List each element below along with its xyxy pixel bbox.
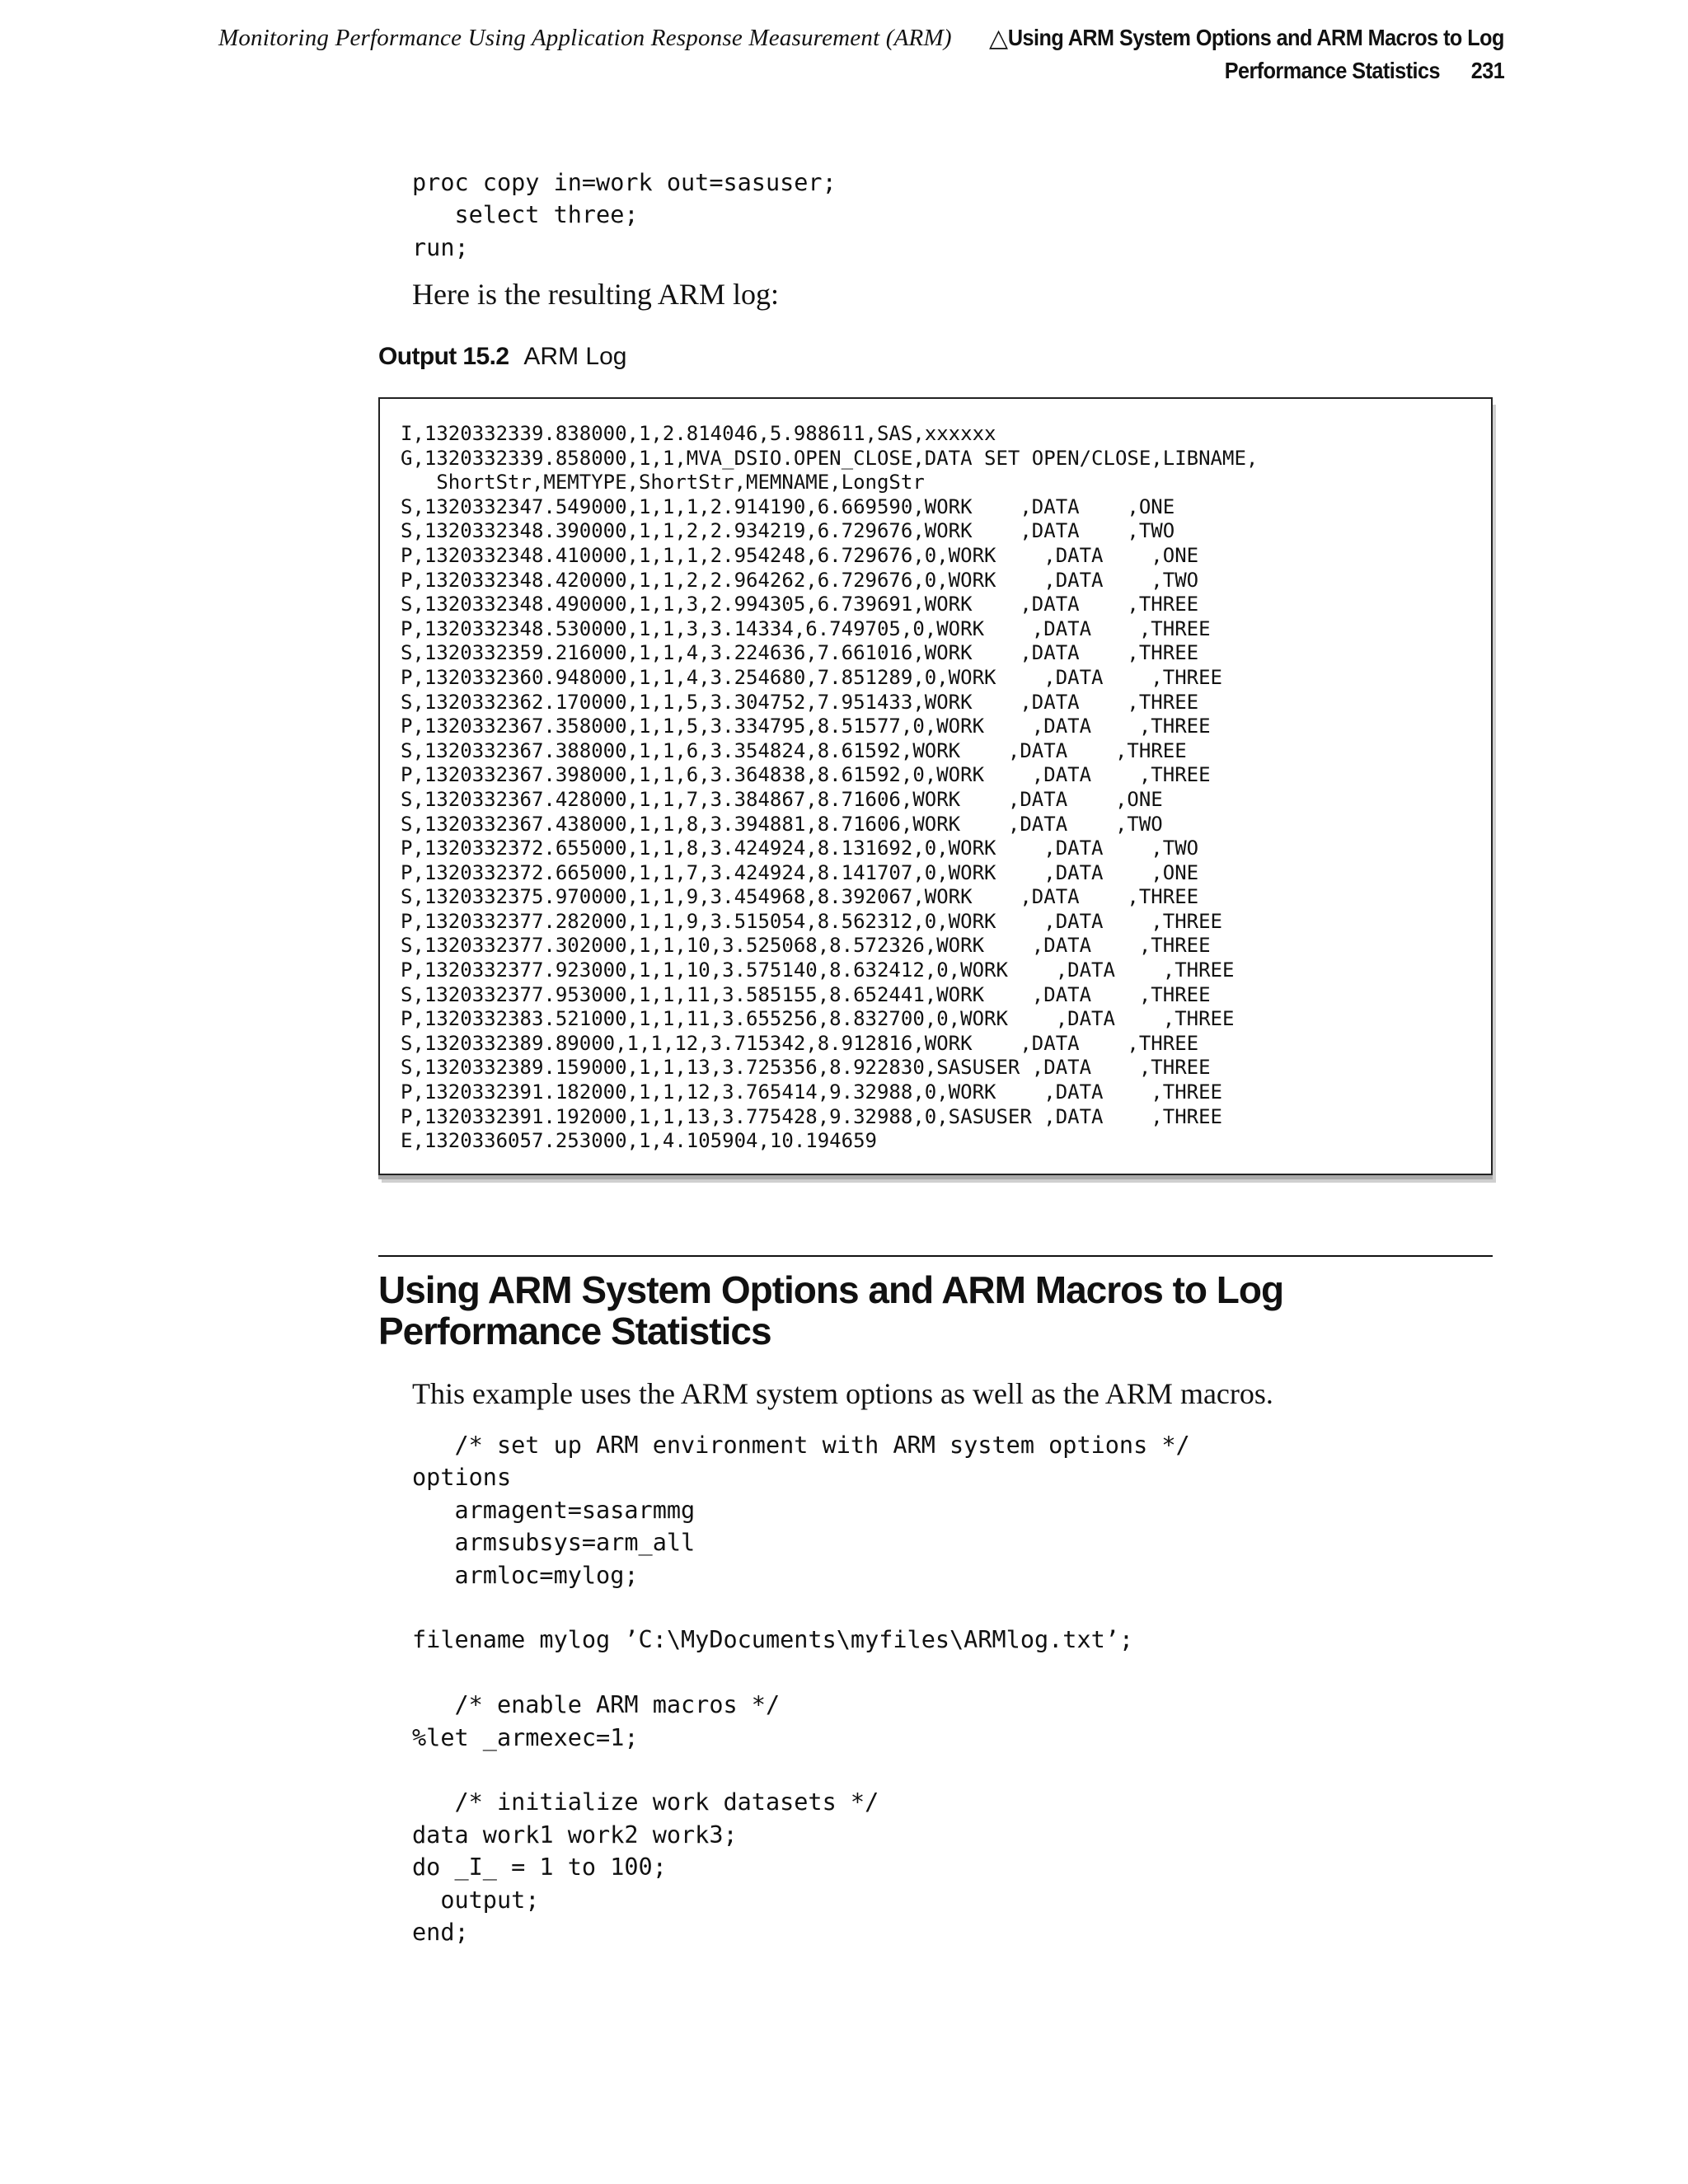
running-head (218, 25, 1504, 91)
intro-paragraph: Here is the resulting ARM log: (412, 278, 779, 311)
output-caption-label: Output 15.2 (378, 343, 509, 370)
page-number: 231 (1470, 58, 1504, 83)
output-caption (378, 343, 626, 371)
arm-log-text: I,1320332339.838000,1,2.814046,5.988611,SAS,xxxxxx G,1320332339.858000,1,1,MVA_DSIO.OPEN_CLOSE,DATA SET OPEN/CLOSE,LIBNAME, ShortStr,MEMTYPE,ShortStr,MEMNAME,LongStr S,1320332347.549000,1,1,1,2.914190,6.669590,WORK ,DATA ,ONE S,1320332348.390000,1,1,2,2.934219,6.729676,WORK ,DATA ,TWO P,1320332348.410000,1,1,1,2.954248,6.729676,0,WORK ,DATA ,ONE P,1320332348.420000,1,1,2,2.964262,6.729676,0,WORK ,DATA ,TWO S,1320332348.490000,1,1,3,2.994305,6.739691,WORK ,DATA ,THREE P,1320332348.530000,1,1,3,3.14334,6.749705,0,WORK ,DATA ,THREE S,1320332359.216000,1,1,4,3.224636,7.661016,WORK ,DATA ,THREE P,1320332360.948000,1,1,4,3.254680,7.851289,0,WORK ,DATA ,THREE S,1320332362.170000,1,1,5,3.304752,7.951433,WORK ,DATA ,THREE P,1320332367.358000,1,1,5,3.334795,8.51577,0,WORK ,DATA ,THREE S,1320332367.388000,1,1,6,3.354824,8.61592,WORK ,DATA ,THREE P,1320332367.398000,1,1,6,3.364838,8.61592,0,WORK ,DATA ,THREE S,1320332367.428000,1,1,7,3.384867,8.71606,WORK ,DATA ,ONE S,1320332367.438000,1,1,8,3.394881,8.71606,WORK ,DATA ,TWO P,1320332372.655000,1,1,8,3.424924,8.131692,0,WORK ,DATA ,TWO P,1320332372.665000,1,1,7,3.424924,8.141707,0,WORK ,DATA ,ONE S,1320332375.970000,1,1,9,3.454968,8.392067,WORK ,DATA ,THREE P,1320332377.282000,1,1,9,3.515054,8.562312,0,WORK ,DATA ,THREE S,1320332377.302000,1,1,10,3.525068,8.572326,WORK ,DATA ,THREE P,1320332377.923000,1,1,10,3.575140,8.632412,0,WORK ,DATA ,THREE S,1320332377.953000,1,1,11,3.585155,8.652441,WORK ,DATA ,THREE P,1320332383.521000,1,1,11,3.655256,8.832700,0,WORK ,DATA ,THREE S,1320332389.89000,1,1,12,3.715342,8.912816,WORK ,DATA ,THREE S,1320332389.159000,1,1,13,3.725356,8.922830,SASUSER ,DATA ,THREE P,1320332391.182000,1,1,12,3.765414,9.32988,0,WORK ,DATA ,THREE P,1320332391.192000,1,1,13,3.775428,9.32988,0,SASUSER ,DATA ,THREE E,1320336057.253000,1,4.105904,10.194659 (401, 422, 1259, 1153)
arm-log-output-box (378, 397, 1493, 1175)
output-caption-title: ARM Log (523, 343, 627, 370)
running-head-chapter-title: Monitoring Performance Using Application Response Measurement (ARM) (218, 25, 952, 51)
triangle-icon: △ (989, 24, 1009, 53)
running-head-section-title-text: Performance Statistics (1224, 58, 1440, 83)
section-heading: Using ARM System Options and ARM Macros to Log Performance Statistics (378, 1268, 1284, 1352)
code-block-proc-copy: proc copy in=work out=sasuser; select three; run; (412, 169, 837, 261)
running-head-section-title-line1: Using ARM System Options and ARM Macros to Log (1008, 25, 1504, 50)
running-head-section-title-line2 (1225, 58, 1504, 84)
section-intro-paragraph: This example uses the ARM system options as well as the ARM macros. (412, 1377, 1273, 1410)
code-block-arm-options: /* set up ARM environment with ARM system options */ options armagent=sasarmmg armsubsys=arm_all armloc=mylog; filename mylog ’C:\MyDocuments\myfiles\ARMlog.txt’; /* enable ARM macros */ %let _armexec=1; /* initialize work datasets */ data work1 work2 work3; do _I_ = 1 to 100; output; end; (412, 1432, 1190, 1947)
section-divider (378, 1255, 1493, 1257)
